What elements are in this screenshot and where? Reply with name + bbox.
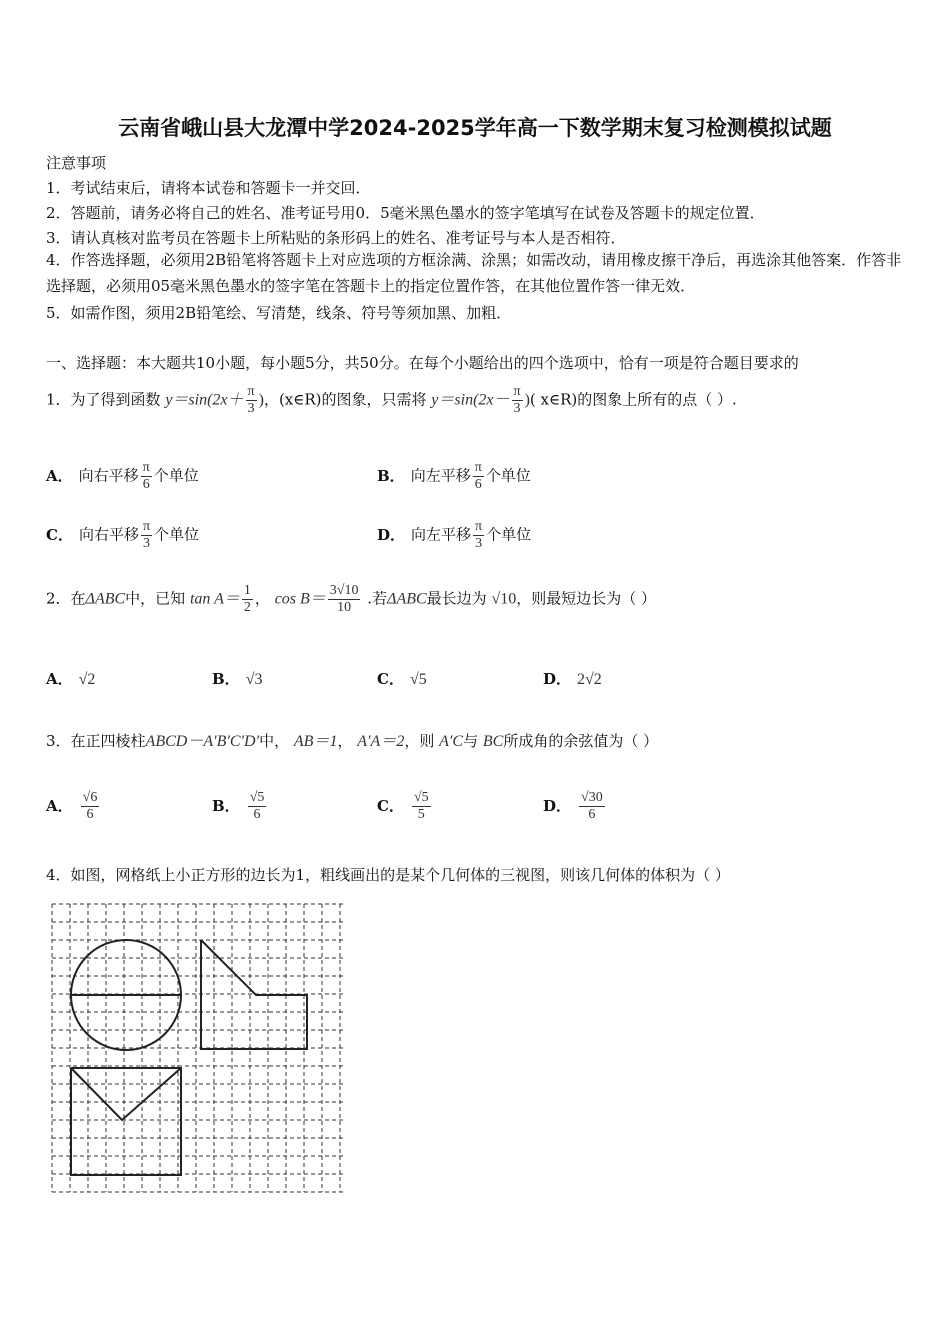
q2-option-a: A． √2 [46, 670, 96, 688]
q2-option-b: B． √3 [212, 670, 263, 688]
q3-option-c: C． $\frac{√5}{5}$ [377, 790, 429, 822]
q1-mid: ，(x∈R)的图象，只需将 [263, 390, 427, 409]
question-2: 2．在ΔABC中，已知 tan A＝ $\frac{1}{2}$ ， cos B＝ $\frac{3√10}{10}$ .若ΔABC最长边为 √10，则最短边长为（ ） [46, 583, 657, 615]
q1-formula-2: y＝sin(2x－ [431, 391, 510, 409]
q1-frac-1: $\frac{\pi}{3}$ [247, 384, 255, 416]
q3-option-b: B． $\frac{√5}{6}$ [212, 790, 265, 822]
q1-formula-1: y＝sin(2x＋ [165, 391, 244, 409]
q2-option-c: C． √5 [377, 670, 427, 688]
notice-item-3: 3．请认真核对监考员在答题卡上所粘贴的条形码上的姓名、准考证号与本人是否相符． [46, 229, 626, 247]
notice-item-2: 2．答题前，请务必将自己的姓名、准考证号用0．5毫米黑色墨水的签字笔填写在试卷及答题卡的规定位置． [46, 204, 765, 222]
page-title: 云南省峨山县大龙潭中学2024-2025学年高一下数学期末复习检测模拟试题 [118, 116, 832, 140]
q3-option-a: A． $\frac{√6}{6}$ [46, 790, 98, 822]
notice-item-5: 5．如需作图，须用2B铅笔绘、写清楚，线条、符号等须加黑、加粗． [46, 304, 512, 322]
notice-item-4: 4．作答选择题，必须用2B铅笔将答题卡上对应选项的方框涂满、涂黑；如需改动，请用橡皮擦干净后，再选涂其他答案．作答非选择题，必须用05毫米黑色墨水的签字笔在答题卡上的指定位置作答，在其他位置作答一律无效． [46, 251, 902, 295]
question-3: 3．在正四棱柱ABCD－A′B′C′D′中， AB＝1， A′A＝2，则 A′C与 BC所成角的余弦值为（ ） [46, 732, 659, 750]
q3-option-d: D． $\frac{√30}{6}$ [543, 790, 603, 822]
q1-option-b: B． 向左平移 $\frac{\pi}{6}$ 个单位 [377, 460, 531, 492]
q1-option-d: D． 向左平移 $\frac{\pi}{3}$ 个单位 [377, 519, 532, 551]
notice-item-1: 1．考试结束后，请将本试卷和答题卡一并交回． [46, 179, 371, 197]
q2-option-d: D． 2√2 [543, 670, 602, 688]
question-4: 4．如图，网格纸上小正方形的边长为1，粗线画出的是某个几何体的三视图，则该几何体的体积为（ ） [46, 866, 730, 884]
notice-heading: 注意事项 [46, 154, 107, 172]
q1-tail: ( x∈R)的图象上所有的点（ ）. [529, 390, 737, 409]
q1-stem: 1．为了得到函数 [46, 390, 161, 409]
q1-option-a: A． 向右平移 $\frac{\pi}{6}$ 个单位 [46, 460, 199, 492]
question-1: 1．为了得到函数 y＝sin(2x＋ $\frac{\pi}{3}$ )，(x∈R)的图象，只需将 y＝sin(2x－ $\frac{\pi}{3}$ )( x∈R)的图象上所有的点（ ）. [46, 384, 737, 416]
three-view-figure [50, 902, 350, 1196]
section-heading: 一、选择题：本大题共10小题，每小题5分，共50分。在每个小题给出的四个选项中，恰有一项是符合题目要求的 [46, 354, 799, 372]
q1-option-c: C． 向右平移 $\frac{\pi}{3}$ 个单位 [46, 519, 200, 551]
q1-frac-2: $\frac{\pi}{3}$ [513, 384, 521, 416]
